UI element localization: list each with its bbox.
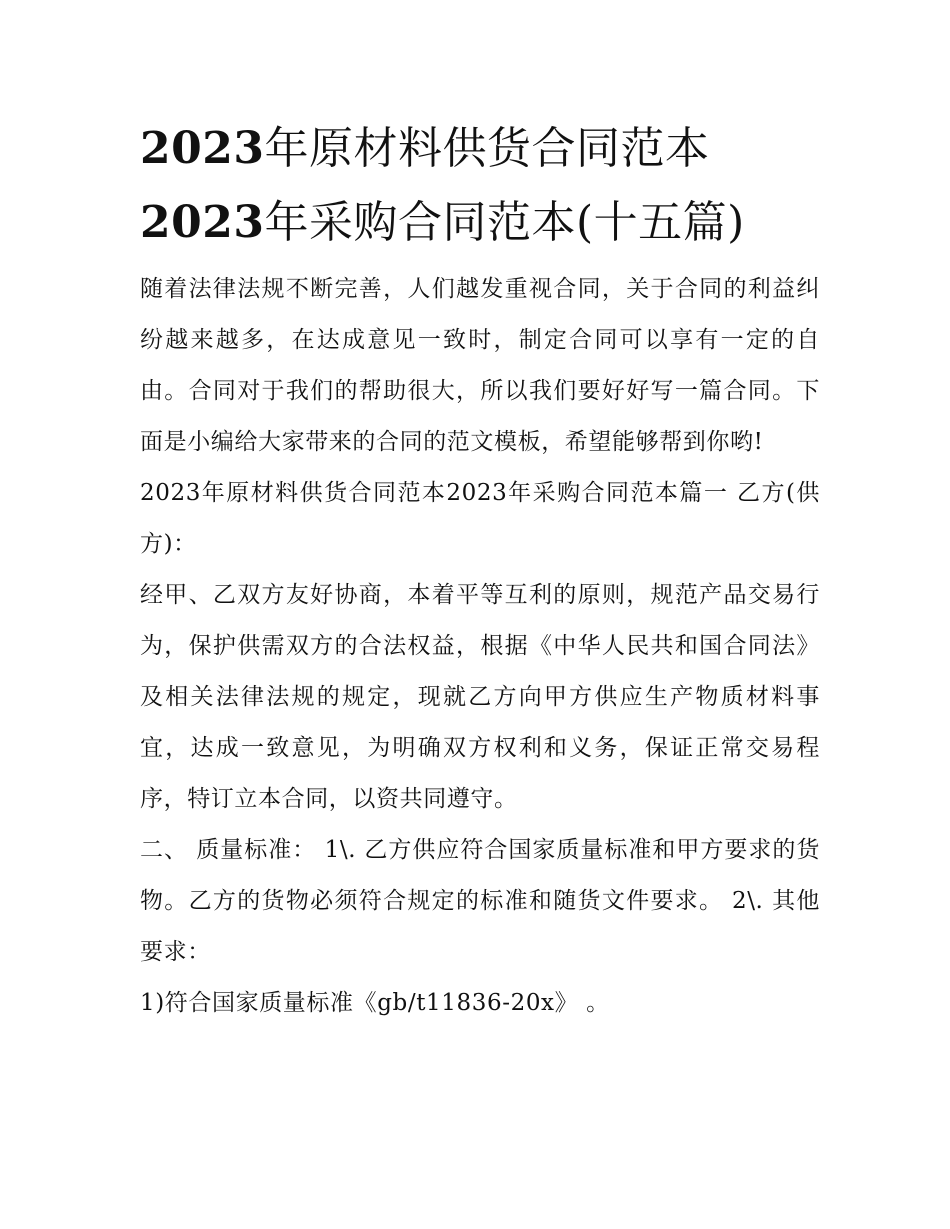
- document-title: [140, 112, 820, 260]
- agreement-paragraph: 经甲、乙双方友好协商，本着平等互利的原则，规范产品交易行为，保护供需双方的合法权益，根据《中华人民共和国合同法》及相关法律法规的规定，现就乙方向甲方供应生产物质材料事宜，达成一致意见，为明确双方权利和义务，保证正常交易程序，特订立本合同，以资共同遵守。: [140, 582, 820, 812]
- title-line-2-year: 2023: [140, 197, 265, 248]
- section-heading-paragraph: 2023年原材料供货合同范本2023年采购合同范本篇一 乙方(供方)：: [140, 480, 820, 557]
- title-line-1-text: 年原材料供货合同范本: [264, 123, 710, 174]
- document-body: [140, 112, 820, 1029]
- intro-paragraph: 随着法律法规不断完善，人们越发重视合同，关于合同的利益纠纷越来越多，在达成意见一致时，制定合同可以享有一定的自由。合同对于我们的帮助很大，所以我们要好好写一篇合同。下面是小编给大家带来的合同的范文模板，希望能够帮到你哟!: [140, 276, 820, 455]
- title-line-1-year: 2023: [140, 123, 265, 174]
- quality-standard-paragraph: 二、 质量标准： 1\. 乙方供应符合国家质量标准和甲方要求的货物。乙方的货物必须符合规定的标准和随货文件要求。 2\. 其他要求：: [140, 837, 820, 965]
- title-line-2-text: 年采购合同范本(十五篇): [264, 197, 745, 248]
- standard-item-paragraph: 1)符合国家质量标准《gb/t11836-20x》 。: [140, 990, 610, 1016]
